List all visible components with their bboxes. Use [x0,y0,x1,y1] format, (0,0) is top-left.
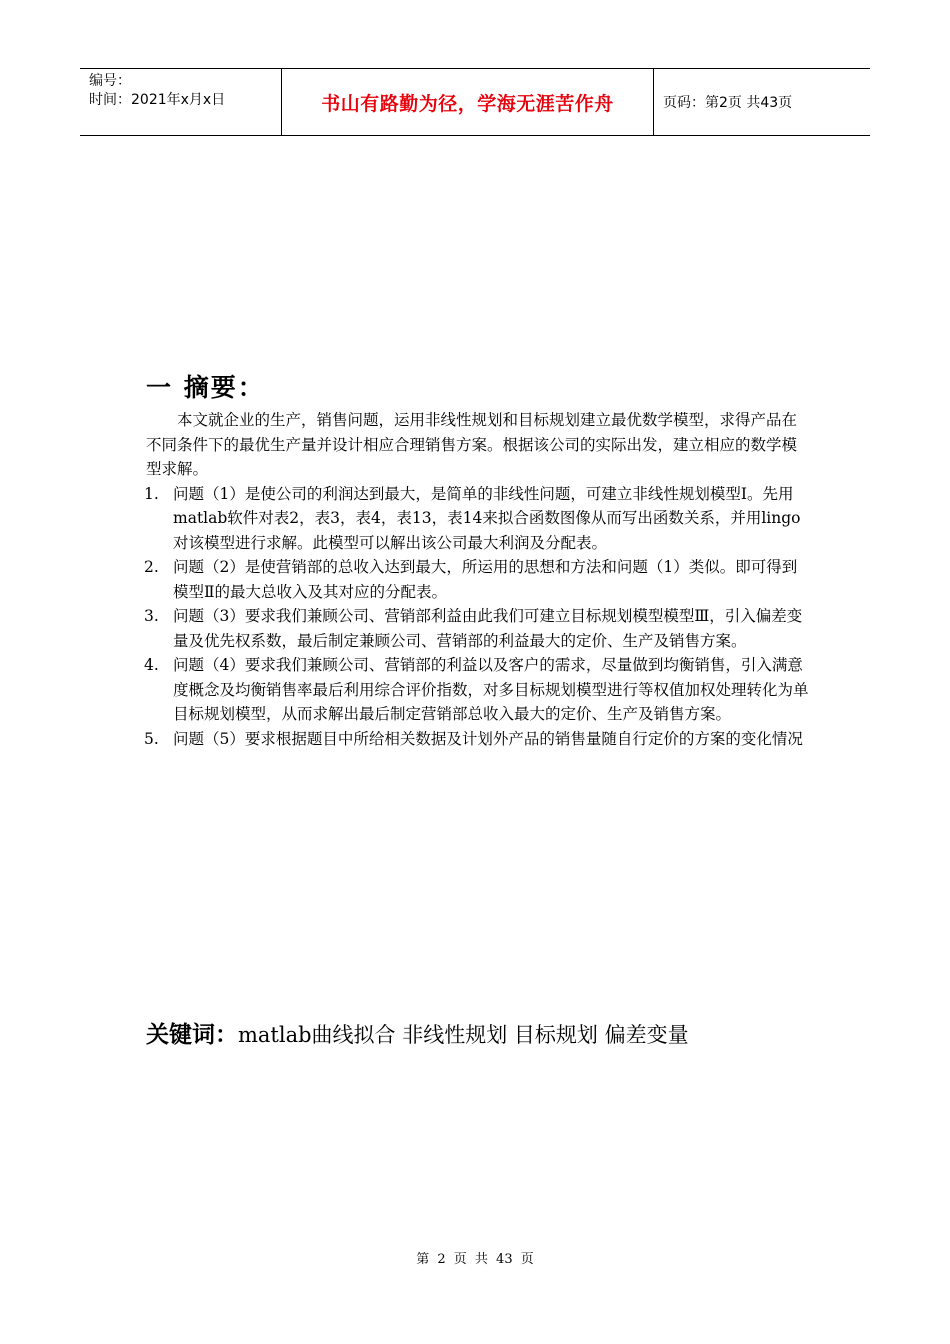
keywords-label: 关键词： [146,1022,238,1048]
list-item [146,727,810,752]
list-item [146,482,810,556]
keywords-line [146,1016,689,1049]
list-item-text: 问题（2）是使营销部的总收入达到最大，所运用的思想和方法和问题（1）类似。即可得到模型Ⅱ的最大总收入及其对应的分配表。 [173,558,798,601]
page-footer: 第 2 页 共 43 页 [416,1252,534,1267]
list-item-number: 5. [144,729,159,748]
time-label: 时间：2021年x月x日 [89,92,226,108]
list-item-number: 4. [144,656,159,674]
list-item-number: 3. [144,607,159,625]
abstract-heading: 一 摘要： [146,373,265,402]
list-item [146,604,810,653]
header-meta [80,69,282,135]
page-header [80,68,870,136]
list-item-text: 问题（1）是使公司的利润达到最大，是简单的非线性问题，可建立非线性规划模型Ⅰ。先用matlab软件对表2，表3，表4，表13，表14来拟合函数图像从而写出函数关系，并用lingo对该模型进行求解。此模型可以解出该公司最大利润及分配表。 [173,484,801,552]
list-item [146,555,810,604]
abstract-intro: 本文就企业的生产，销售问题，运用非线性规划和目标规划建立最优数学模型，求得产品在不同条件下的最优生产量并设计相应合理销售方案。根据该公司的实际出发，建立相应的数学模型求解。 [146,411,798,478]
number-label: 编号： [89,73,131,89]
abstract-body [146,408,810,751]
list-item-number: 2. [144,558,159,576]
question-list [146,482,810,752]
list-item [146,653,810,727]
list-item-number: 1. [144,484,159,503]
keywords-text: matlab曲线拟合 非线性规划 目标规划 偏差变量 [238,1023,689,1047]
list-item-text: 问题（3）要求我们兼顾公司、营销部利益由此我们可建立目标规划模型模型Ⅲ，引入偏差变量及优先权系数，最后制定兼顾公司、营销部的利益最大的定价、生产及销售方案。 [173,607,803,650]
header-motto: 书山有路勤为径，学海无涯苦作舟 [282,69,654,135]
list-item-text: 问题（4）要求我们兼顾公司、营销部的利益以及客户的需求，尽量做到均衡销售，引入满意度概念及均衡销售率最后利用综合评价指数，对多目标规划模型进行等权值加权处理转化为单目标规划模型，从而求解出最后制定营销部总收入最大的定价、生产及销售方案。 [173,656,809,723]
header-page-info: 页码：第2页 共43页 [663,95,793,111]
list-item-text: 问题（5）要求根据题目中所给相关数据及计划外产品的销售量随自行定价的方案的变化情况 [173,729,803,748]
